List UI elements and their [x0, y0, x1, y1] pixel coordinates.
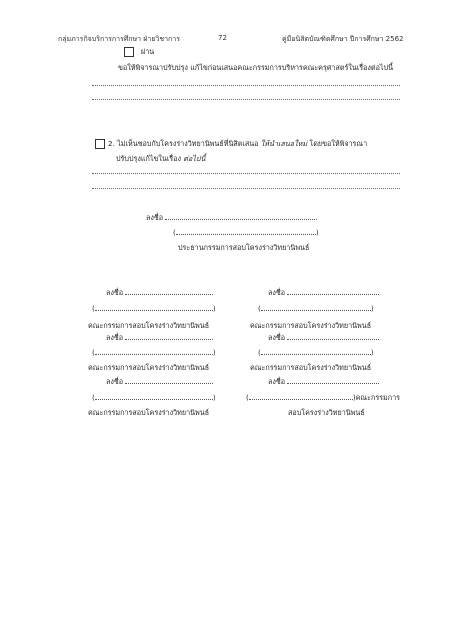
committee-name-line: ( )	[258, 348, 374, 357]
header-section: กลุ่มภารกิจบริการการศึกษา ฝ่ายวิชาการ	[58, 35, 180, 43]
chair-signature-line: ลงชื่อ	[146, 213, 317, 224]
revision-note: ขอให้พิจารณาปรับปรุง แก้ไขก่อนเสนอคณะกรรมการบริหารคณะครุศาสตร์ในเรื่องต่อไปนี้	[118, 63, 394, 72]
committee-signature-line: ลงชื่อ	[268, 377, 379, 388]
page-number: 72	[218, 34, 227, 42]
committee-name-line: ( )	[92, 348, 216, 357]
committee-role: คณะกรรมการสอบโครงร่างวิทยานิพนธ์	[88, 321, 210, 330]
pass-checkbox[interactable]	[124, 47, 134, 57]
reject-statement: 2. ไม่เห็นชอบกับโครงร่างวิทยานิพนธ์ที่นิสิตเสนอ ให้นำเสนอใหม่ โดยขอให้พิจารณา	[108, 139, 368, 148]
committee-name-line: ( )	[258, 304, 374, 313]
committee-role: คณะกรรมการสอบโครงร่างวิทยานิพนธ์	[88, 408, 210, 417]
committee-signature-line: ลงชื่อ	[106, 377, 213, 388]
committee-name-line: ( )	[92, 393, 216, 402]
answer-line	[92, 85, 400, 86]
answer-line	[92, 173, 400, 174]
committee-role: คณะกรรมการสอบโครงร่างวิทยานิพนธ์	[250, 363, 372, 372]
committee-signature-line: ลงชื่อ	[268, 288, 379, 299]
committee-name-line: ( )	[92, 304, 216, 313]
committee-role: คณะกรรมการสอบโครงร่างวิทยานิพนธ์	[250, 321, 372, 330]
chair-role: ประธานกรรมการสอบโครงร่างวิทยานิพนธ์	[178, 243, 310, 252]
committee-signature-line: ลงชื่อ	[106, 288, 213, 299]
pass-label: ผ่าน	[141, 47, 155, 56]
answer-line	[92, 188, 400, 189]
reject-statement-cont: ปรับปรุงแก้ไขในเรื่อง ต่อไปนี้	[116, 154, 206, 163]
chair-name-line: ( )	[173, 228, 319, 237]
document-title: คู่มือนิสิตบัณฑิตศึกษา ปีการศึกษา 2562	[282, 35, 404, 43]
committee-name-line: ( )คณะกรรมการ	[246, 393, 401, 402]
committee-signature-line: ลงชื่อ	[268, 333, 379, 344]
reject-checkbox[interactable]	[95, 139, 105, 149]
committee-role: คณะกรรมการสอบโครงร่างวิทยานิพนธ์	[88, 363, 210, 372]
committee-signature-line: ลงชื่อ	[106, 333, 213, 344]
committee-role: สอบโครงร่างวิทยานิพนธ์	[288, 408, 365, 417]
answer-line	[92, 99, 400, 100]
